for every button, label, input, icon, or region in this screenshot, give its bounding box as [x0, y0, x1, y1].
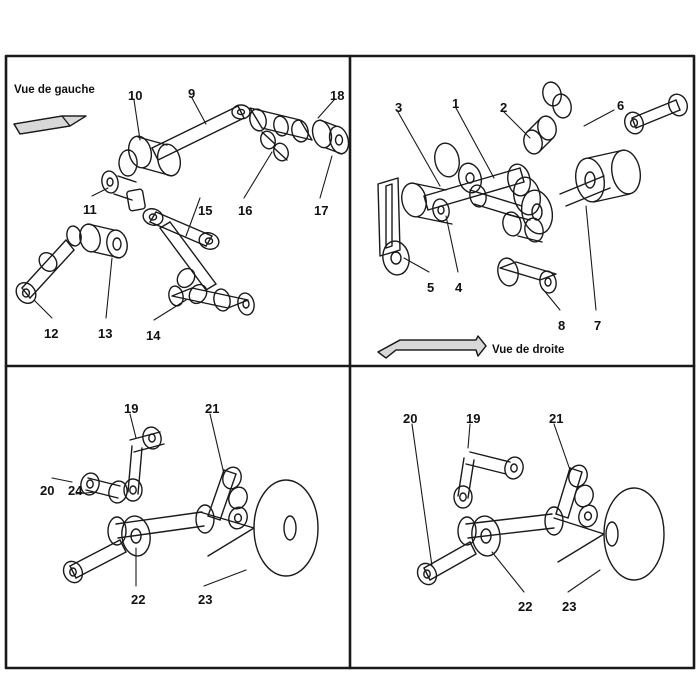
label-22-bl: 22 [131, 592, 146, 607]
label-11: 11 [83, 202, 97, 217]
label-16: 16 [238, 203, 253, 218]
part-12 [12, 240, 74, 307]
label-1: 1 [452, 96, 460, 111]
part-20-right [414, 542, 476, 588]
label-15: 15 [198, 203, 213, 218]
view-bottom-left-assembly [52, 414, 318, 586]
leader-lines-top-left [34, 98, 334, 320]
part-20 [60, 540, 126, 586]
label-13: 13 [98, 326, 113, 341]
label-20-br: 20 [403, 411, 418, 426]
part-10 [119, 134, 183, 178]
part-13 [65, 222, 130, 260]
part-4 [399, 141, 463, 224]
label-19-bl: 19 [124, 401, 139, 416]
part-18 [248, 107, 312, 143]
view-bottom-right-assembly [412, 424, 664, 592]
part-3 [378, 178, 412, 277]
label-10: 10 [128, 88, 143, 103]
label-24-bl: 24 [68, 483, 83, 498]
label-21-bl: 21 [205, 401, 220, 416]
part-23 [200, 480, 318, 576]
part-22 [108, 505, 214, 558]
leader-lines-bottom-right [412, 424, 600, 592]
view-left-assembly [12, 98, 351, 320]
direction-arrow-left [14, 116, 86, 134]
label-14: 14 [146, 328, 161, 343]
part-9 [152, 105, 250, 160]
label-6: 6 [617, 98, 625, 113]
part-8 [495, 256, 558, 294]
label-21-br: 21 [549, 411, 564, 426]
part-7 [560, 148, 644, 206]
label-2: 2 [500, 100, 508, 115]
part-6 [622, 91, 691, 136]
part-19 [124, 425, 164, 501]
label-17: 17 [314, 203, 329, 218]
part-11 [100, 170, 146, 212]
part-17 [309, 118, 351, 156]
view-right-assembly [378, 80, 690, 358]
part-23-right [554, 488, 664, 580]
caption-vue-de-gauche: Vue de gauche [14, 84, 95, 96]
part-centre-pulleys [468, 162, 556, 244]
label-12: 12 [44, 326, 59, 341]
label-7: 7 [594, 318, 602, 333]
part-2 [521, 80, 573, 156]
part-19-right [454, 452, 525, 508]
label-3: 3 [395, 100, 403, 115]
label-23-br: 23 [562, 599, 577, 614]
label-23-bl: 23 [198, 592, 213, 607]
label-4: 4 [455, 280, 463, 295]
part-24 [79, 471, 130, 505]
label-8: 8 [558, 318, 566, 333]
label-9: 9 [188, 86, 196, 101]
label-5: 5 [427, 280, 435, 295]
part-14 [160, 222, 256, 316]
direction-arrow-right [378, 336, 486, 358]
caption-vue-de-droite: Vue de droite [492, 344, 565, 356]
label-18: 18 [330, 88, 345, 103]
label-19-br: 19 [466, 411, 481, 426]
label-22-br: 22 [518, 599, 533, 614]
label-20-bl: 20 [40, 483, 55, 498]
